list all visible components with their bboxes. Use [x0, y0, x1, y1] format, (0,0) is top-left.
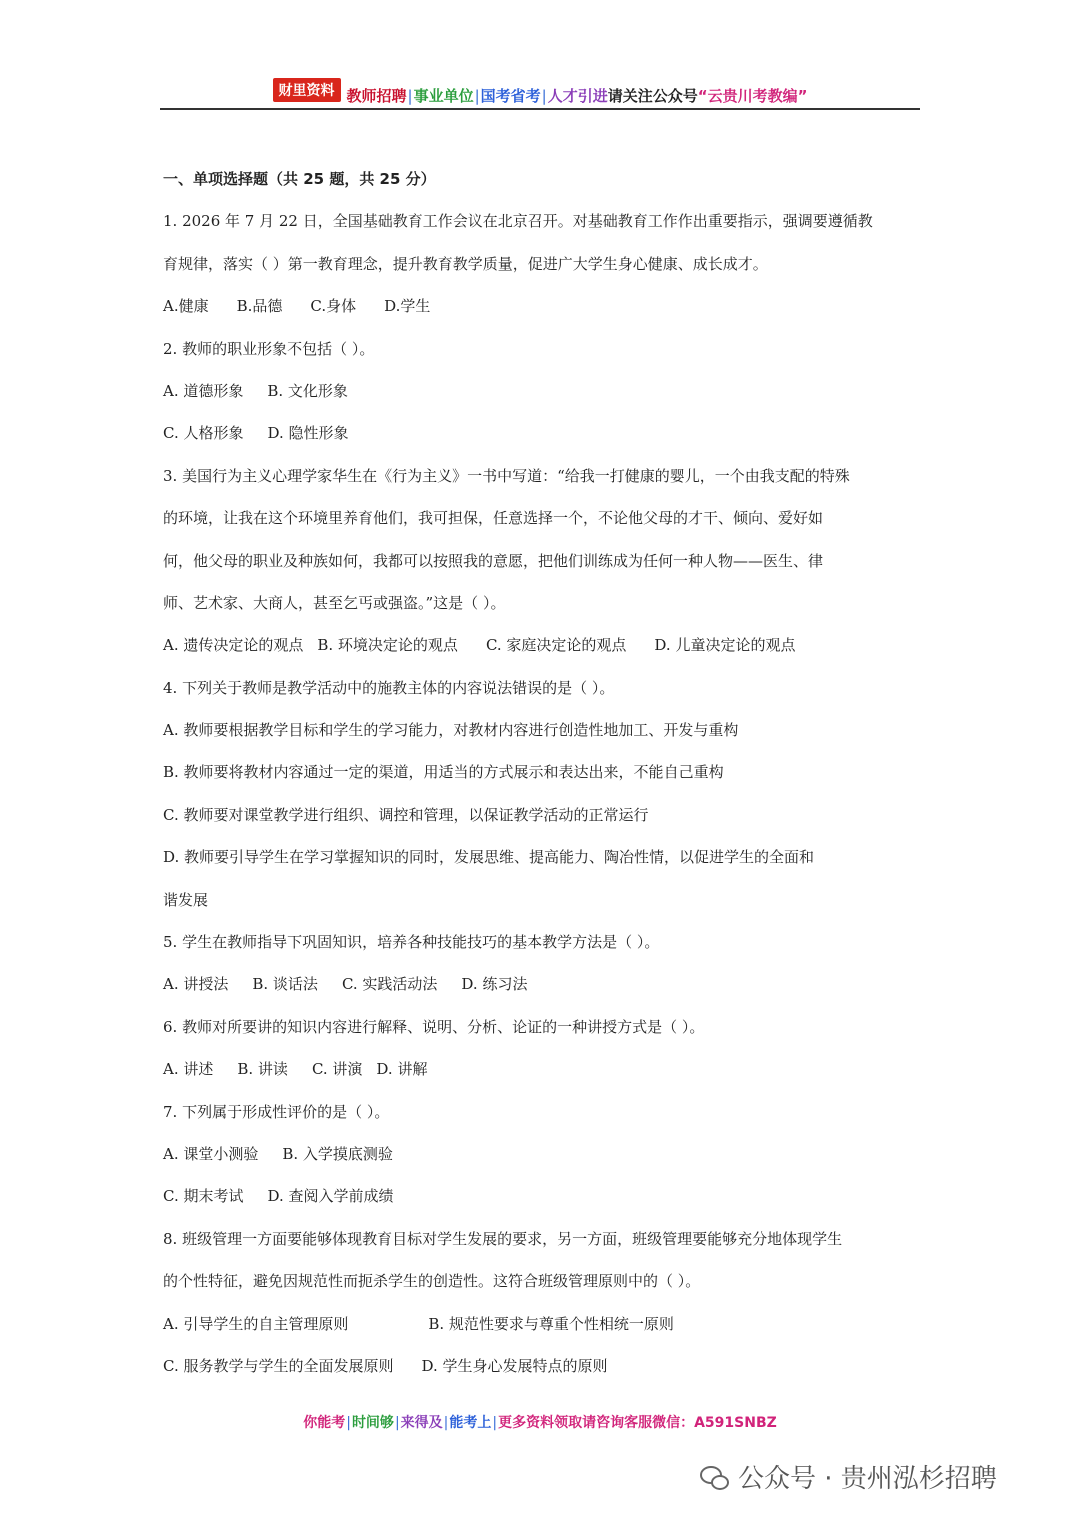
header-segment: 人才引进: [547, 87, 608, 105]
answer-option: A. 讲述: [163, 1060, 214, 1079]
header-banner-text: 教师招聘|事业单位|国考省考|人才引进请关注公众号“云贵川考教编”: [346, 87, 808, 105]
footer-segment: 更多资料领取请咨询客服微信：: [498, 1415, 695, 1431]
footer-segment: 能考上: [449, 1415, 492, 1431]
question-text-line: 何，他父母的职业及种族如何，我都可以按照我的意愿，把他们训练成为任何一种人物——医生、律: [163, 551, 824, 570]
option-row: [163, 1048, 923, 1090]
answer-option: C. 实践活动法: [341, 975, 438, 994]
answer-option: A. 道德形象: [163, 381, 244, 400]
question-text-line: 1. 2026 年 7 月 22 日，全国基础教育工作会议在北京召开。对基础教育工作作出重要指示，强调要遵循教: [163, 212, 873, 231]
footer-segment: 时间够: [351, 1415, 394, 1431]
answer-option: B. 文化形象: [267, 381, 348, 400]
brand-logo: 财里资料: [273, 78, 341, 102]
question-text-line: 4. 下列关于教师是教学活动中的施教主体的内容说法错误的是（ ）。: [163, 678, 615, 697]
question-text-line: 5. 学生在教师指导下巩固知识，培养各种技能技巧的基本教学方法是（ ）。: [163, 933, 660, 952]
section-title: 一、单项选择题（共 25 题，共 25 分）: [163, 170, 436, 188]
header-segment: 国考省考: [480, 87, 541, 105]
option-row: [163, 285, 923, 327]
footer-segment: 你能考: [303, 1415, 346, 1431]
answer-option: D. 儿童决定论的观点: [654, 636, 796, 655]
wechat-icon: [700, 1466, 728, 1488]
footer-segment: A591SNBZ: [694, 1415, 777, 1431]
question-text-line: 师、艺术家、大商人，甚至乞丐或强盗。”这是（ ）。: [163, 593, 506, 612]
answer-option: B. 讲读: [237, 1060, 288, 1079]
answer-option: B.品德: [236, 297, 283, 316]
option-row: [163, 624, 923, 666]
footer-segment: 来得及: [400, 1415, 443, 1431]
answer-option: C. 服务教学与学生的全面发展原则: [163, 1356, 394, 1375]
footer-banner-text: 你能考|时间够|来得及|能考上|更多资料领取请咨询客服微信：A591SNBZ: [303, 1415, 777, 1431]
question-text-line: D. 教师要引导学生在学习掌握知识的同时，发展思维、提高能力、陶冶性情，以促进学生的全面和: [163, 848, 815, 867]
question-text-line: 8. 班级管理一方面要能够体现教育目标对学生发展的要求，另一方面，班级管理要能够充分地体现学生: [163, 1229, 843, 1248]
answer-option: D. 学生身心发展特点的原则: [421, 1356, 608, 1375]
header-segment: 事业单位: [413, 87, 474, 105]
option-row: [163, 963, 923, 1005]
wechat-account-watermark: [700, 1458, 997, 1495]
answer-option: D. 练习法: [461, 975, 528, 994]
answer-option: D.学生: [384, 297, 431, 316]
header-segment: 教师招聘: [346, 87, 407, 105]
answer-option: A. 讲授法: [163, 975, 229, 994]
question-text-line: 谐发展: [163, 890, 209, 909]
option-row: [163, 1175, 923, 1217]
page-header: [160, 76, 920, 110]
answer-option: D. 讲解: [376, 1060, 428, 1079]
header-segment: 请关注公众号: [607, 87, 698, 105]
question-text-line: 3. 美国行为主义心理学家华生在《行为主义》一书中写道：“给我一打健康的婴儿，一个由我支配的特殊: [163, 466, 850, 485]
option-row: [163, 370, 923, 412]
answer-option: D. 隐性形象: [267, 424, 349, 443]
answer-option: A.健康: [163, 297, 209, 316]
option-row: [163, 1303, 923, 1345]
answer-option: C. 家庭决定论的观点: [485, 636, 627, 655]
answer-option: A. 引导学生的自主管理原则: [163, 1314, 349, 1333]
question-text-line: 的环境，让我在这个环境里养育他们，我可担保，任意选择一个，不论他父母的才干、倾向、爱好如: [163, 509, 824, 528]
answer-option: C. 期末考试: [163, 1187, 244, 1206]
option-row: [163, 1345, 923, 1387]
answer-option: A. 课堂小测验: [163, 1144, 259, 1163]
question-text-line: A. 教师要根据教学目标和学生的学习能力，对教材内容进行创造性地加工、开发与重构: [163, 721, 739, 740]
question-text-line: 7. 下列属于形成性评价的是（ ）。: [163, 1102, 390, 1121]
answer-option: D. 查阅入学前成绩: [267, 1187, 394, 1206]
answer-option: C. 人格形象: [163, 424, 244, 443]
answer-option: B. 谈话法: [252, 975, 318, 994]
header-segment: “云贵川考教编”: [697, 87, 808, 105]
answer-option: C. 讲演: [311, 1060, 363, 1079]
question-text-line: 6. 教师对所要讲的知识内容进行解释、说明、分析、论证的一种讲授方式是（ ）。: [163, 1017, 705, 1036]
wechat-account-label: 公众号 · 贵州泓杉招聘: [738, 1464, 997, 1494]
page-footer: [0, 1412, 1080, 1432]
option-row: [163, 1133, 923, 1175]
question-text-line: B. 教师要将教材内容通过一定的渠道，用适当的方式展示和表达出来，不能自己重构: [163, 763, 724, 782]
question-text-line: 育规律，落实（ ）第一教育理念，提升教育教学质量，促进广大学生身心健康、成长成才。: [163, 254, 768, 273]
answer-option: A. 遗传决定论的观点: [163, 636, 304, 655]
question-lines: [163, 200, 923, 1387]
question-content: [163, 158, 923, 1387]
question-text-line: C. 教师要对课堂教学进行组织、调控和管理，以保证教学活动的正常运行: [163, 805, 649, 824]
option-row: [163, 412, 923, 454]
answer-option: C.身体: [310, 297, 357, 316]
answer-option: B. 规范性要求与尊重个性相统一原则: [428, 1314, 674, 1333]
question-text-line: 的个性特征，避免因规范性而扼杀学生的创造性。这符合班级管理原则中的（ ）。: [163, 1272, 701, 1291]
answer-option: B. 入学摸底测验: [282, 1144, 393, 1163]
answer-option: B. 环境决定论的观点: [317, 636, 458, 655]
question-text-line: 2. 教师的职业形象不包括（ ）。: [163, 339, 375, 358]
